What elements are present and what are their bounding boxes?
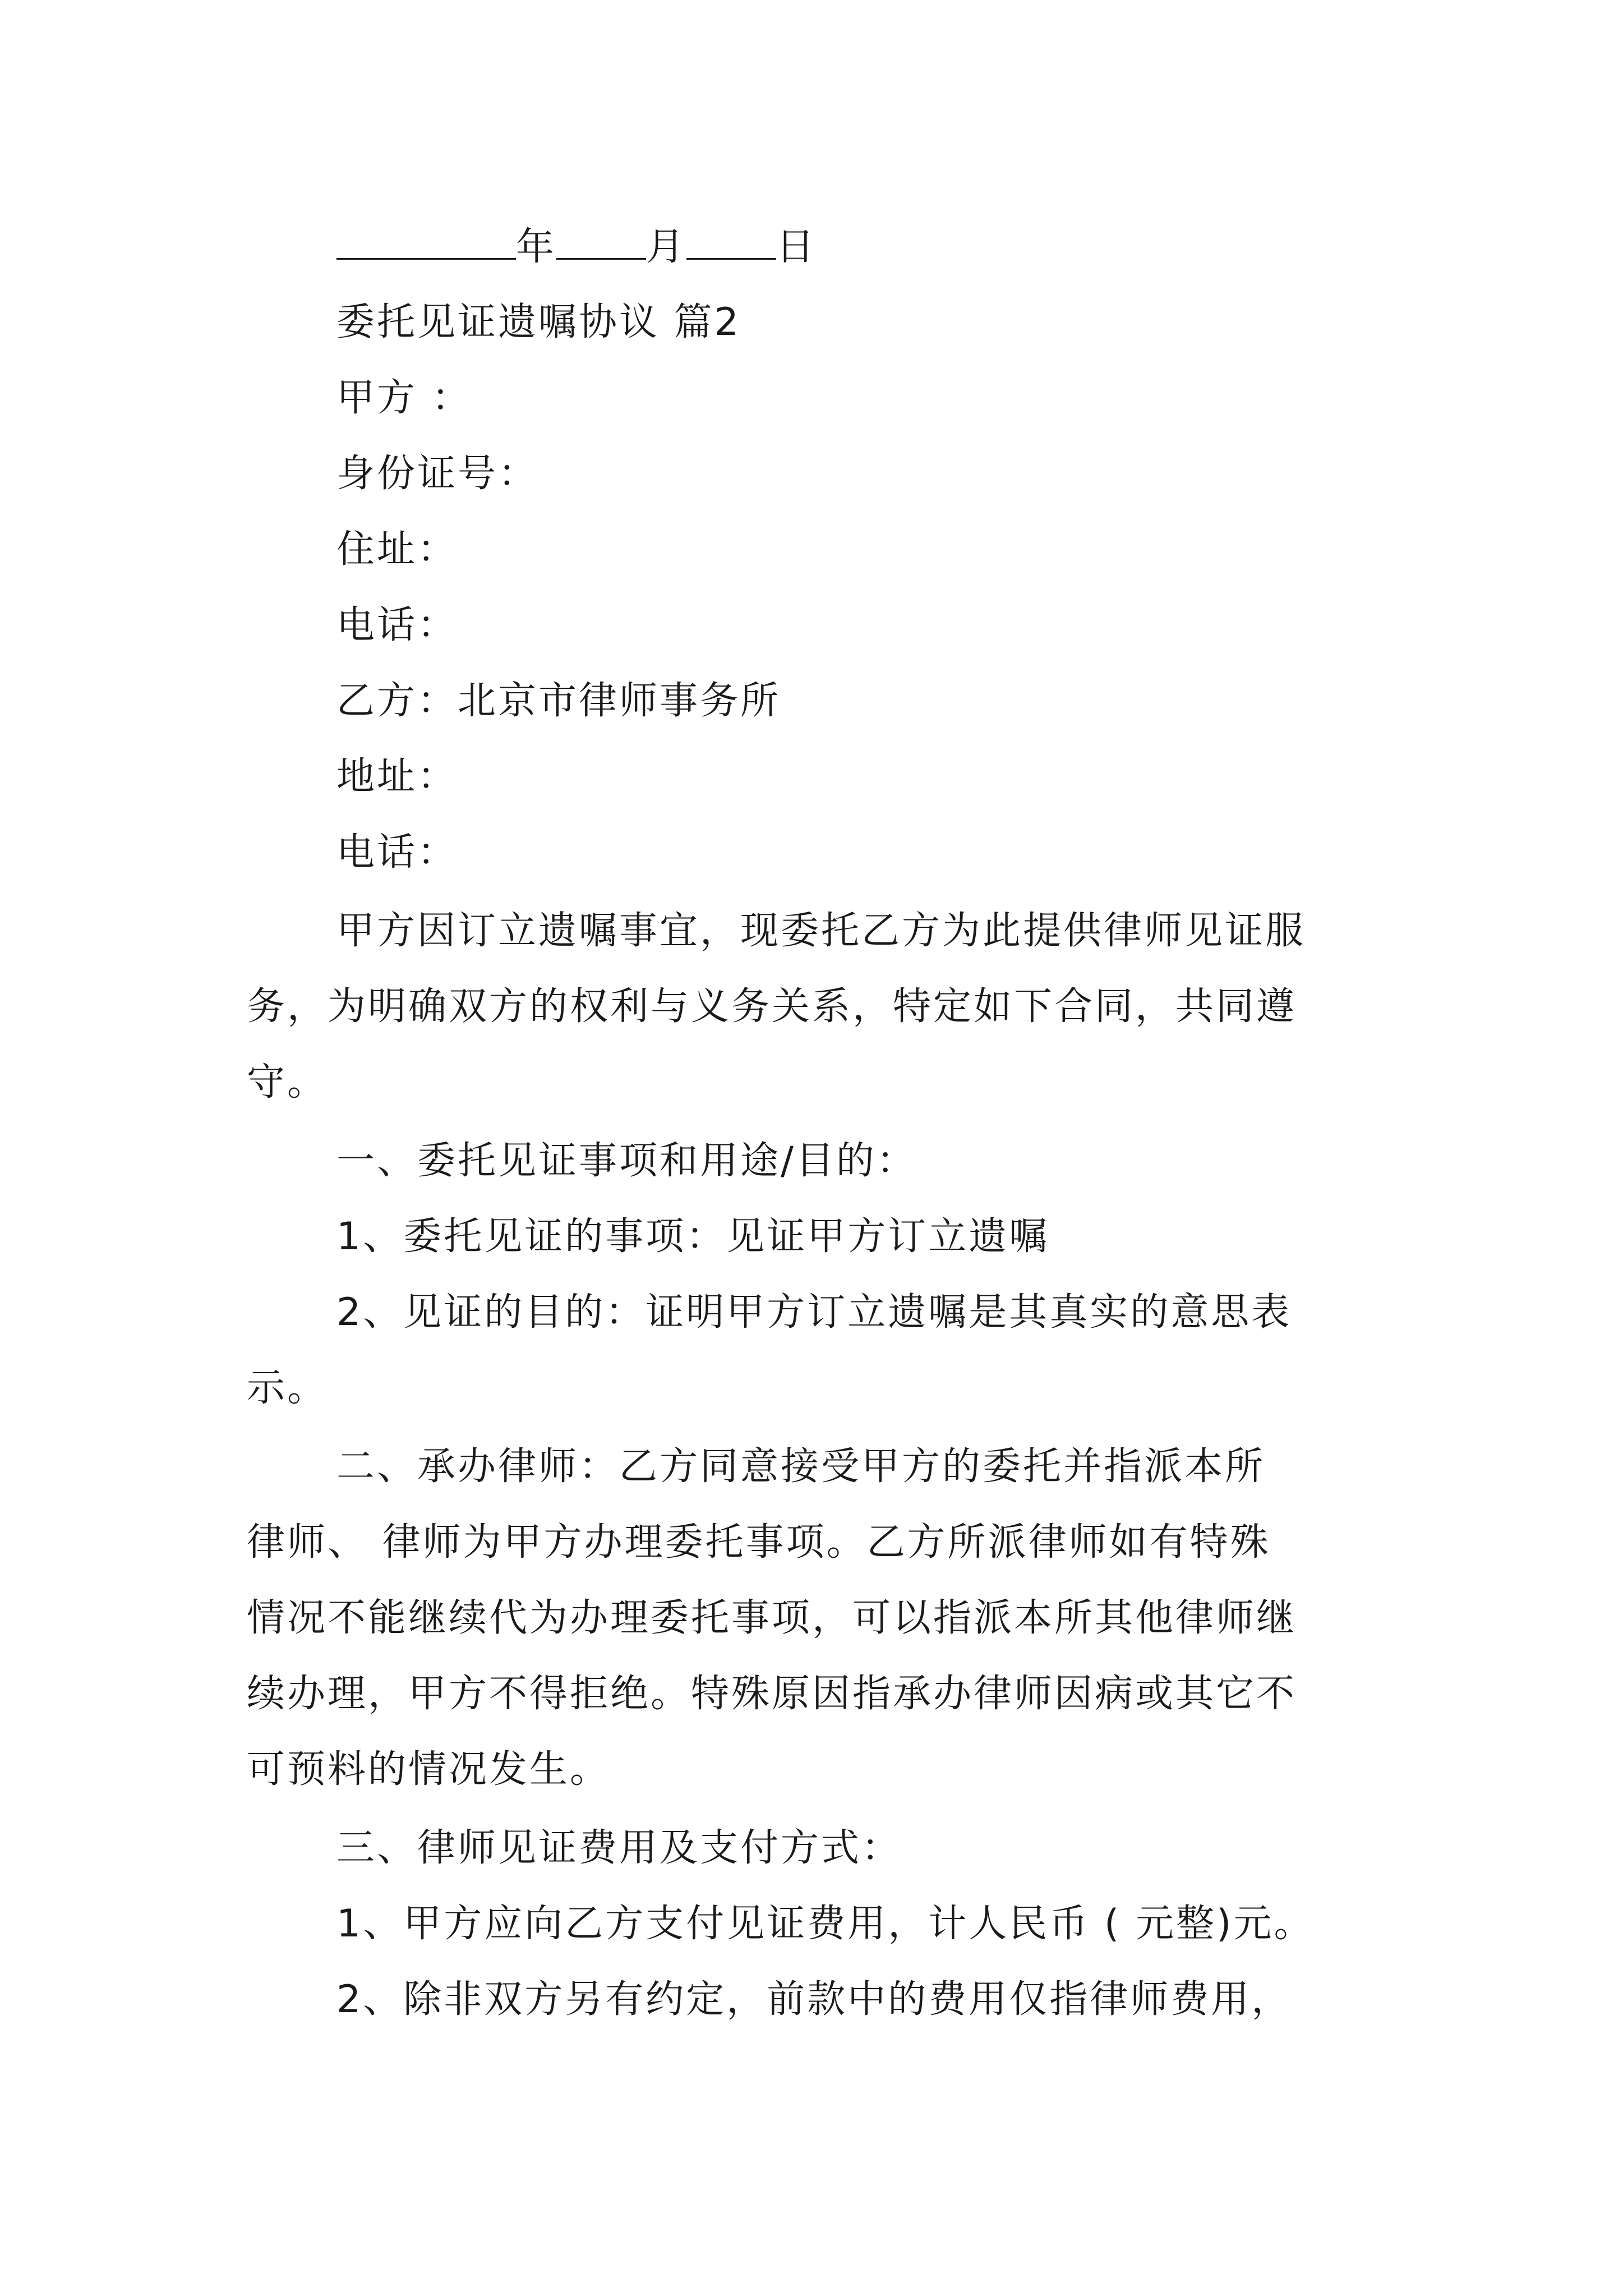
year-blank [336, 219, 516, 260]
day-blank [686, 219, 776, 260]
section-2-paragraph-line: 续办理，甲方不得拒绝。特殊原因指承办律师因病或其它不 [247, 1672, 1297, 1716]
section-2-paragraph-line: 律师、 律师为甲方办理委托事项。乙方所派律师如有特殊 [247, 1520, 1271, 1565]
party-a-id-label: 身份证号： [336, 452, 539, 496]
party-a-label: 甲方 ： [336, 376, 472, 420]
day-label: 日 [776, 225, 817, 269]
section-3-heading: 三、律师见证费用及支付方式： [336, 1826, 902, 1870]
section-2-paragraph-line: 二、承办律师：乙方同意接受甲方的委托并指派本所 [336, 1444, 1266, 1489]
section-1-item-1: 1、委托见证的事项：见证甲方订立遗嘱 [336, 1214, 1050, 1259]
section-2-paragraph-line: 情况不能继续代为办理委托事项，可以指派本所其他律师继 [247, 1596, 1297, 1640]
party-b-label: 乙方：北京市律师事务所 [336, 679, 781, 723]
date-line [336, 219, 817, 273]
party-b-phone-label: 电话： [336, 830, 458, 875]
month-blank [556, 219, 646, 260]
section-3-item-2: 2、除非双方另有约定，前款中的费用仅指律师费用， [336, 1977, 1292, 2022]
section-1-item-2: 示。 [247, 1366, 328, 1410]
section-2-paragraph-line: 可预料的情况发生。 [247, 1747, 611, 1792]
month-label: 月 [646, 225, 687, 269]
party-a-address-label: 住址： [336, 527, 458, 572]
party-a-phone-label: 电话： [336, 603, 458, 647]
year-label: 年 [516, 225, 557, 269]
document-title: 委托见证遗嘱协议 篇2 [336, 300, 741, 344]
section-3-item-1: 1、甲方应向乙方支付见证费用，计人民币 ( 元整)元。 [336, 1902, 1315, 1946]
party-b-address-label: 地址： [336, 754, 458, 799]
intro-paragraph-line: 守。 [247, 1060, 328, 1105]
section-1-item-2: 2、见证的目的：证明甲方订立遗嘱是其真实的意思表 [336, 1290, 1292, 1335]
intro-paragraph-line: 甲方因订立遗嘱事宜，现委托乙方为此提供律师见证服 [336, 909, 1306, 953]
intro-paragraph-line: 务，为明确双方的权利与义务关系，特定如下合同，共同遵 [247, 984, 1297, 1029]
section-1-heading: 一、委托见证事项和用途/目的： [336, 1139, 917, 1183]
